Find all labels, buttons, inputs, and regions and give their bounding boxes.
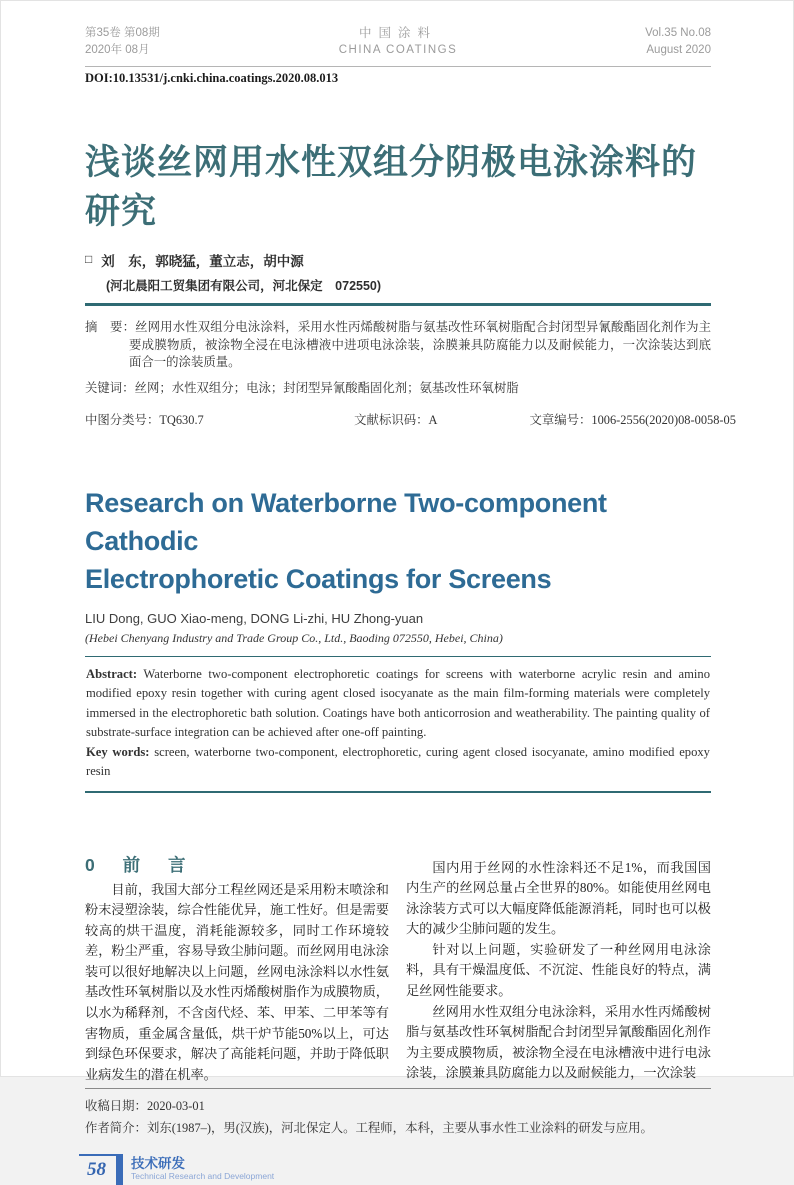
- clc-number: [85, 410, 354, 428]
- header-center: [292, 25, 505, 59]
- volume-issue: 第35卷 第08期: [85, 27, 160, 39]
- body-paragraph: 国内用于丝网的水性涂料还不足1%，而我国国内生产的丝网总量占全世界的80%。如能使用丝网电泳涂装方式可以大幅度降低能源消耗，同时也可以极大的减少尘肺问题的发生。: [406, 859, 711, 937]
- abstract-cn-text: 丝网用水性双组分电泳涂料，采用水性丙烯酸树脂与氨基改性环氧树脂配合封闭型异氰酸酯固化剂作为主要成膜物质，被涂物全浸在电泳槽液中进项电泳涂装，涂膜兼具防腐能力以及耐候能力，一次涂装达到底面合一的涂装质量。: [129, 320, 712, 369]
- abstract-en-text: Waterborne two-component electrophoretic coatings for screens with waterborne acrylic resin and amino modified epoxy resin together with curing agent closed isocyanate as the main film-forming materials were completely immersed in the electrophoretic bath solution. Coatings have both anticorrosion and weatherability. The painting quality of substrate-surface integration can be achieved after one-off painting.: [86, 666, 710, 739]
- keywords-cn: [85, 378, 711, 396]
- abstract-en-label: Abstract:: [86, 666, 138, 681]
- vol-no-en: Vol.35 No.08: [645, 27, 711, 39]
- doc-code-label: 文献标识码：: [354, 412, 429, 427]
- footer-section-en: Technical Research and Development: [131, 1171, 275, 1182]
- authors-en: LIU Dong, GUO Xiao-meng, DONG Li-zhi, HU Zhong-yuan: [85, 610, 424, 626]
- authors-cn-row: [85, 250, 711, 270]
- page-number-wrap: [79, 1154, 116, 1183]
- section-heading-intro: 0 前 言: [85, 854, 191, 875]
- body-column-left: [85, 853, 389, 1086]
- page-footer: [79, 1154, 711, 1185]
- footnote-block: [85, 1088, 711, 1139]
- article-title-en: [85, 484, 711, 598]
- article-title-en-line2: Electrophoretic Coatings for Screens: [85, 563, 552, 594]
- body-paragraph: 目前，我国大部分工程丝网还是采用粉末喷涂和粉末浸塑涂装，综合性能优异，施工性好。但是需要较高的烘干温度，消耗能源较多，同时工作环境较差，粉尘严重，容易导致尘肺问题。而丝网用电泳涂装可以很好地解决以上问题，丝网电泳涂料以水性氨基改性环氧树脂以及水性丙烯酸树脂作为成膜物质，以水为稀释剂，不含卤代烃、苯、甲苯、二甲苯等有害物质，重金属含量低，烘干炉节能50%以上，可达到绿色环保要求，解决了高能耗问题，并助于降低职业病发生的潜在机率。: [85, 881, 389, 1082]
- author-bio-label: 作者简介：: [85, 1121, 147, 1136]
- keywords-cn-text: 丝网；水性双组分；电泳；封闭型异氰酸酯固化剂；氨基改性环氧树脂: [134, 380, 519, 395]
- article-title-en-line1: Research on Waterborne Two-component Cathodic: [85, 487, 607, 556]
- title-divider: [85, 303, 711, 306]
- keywords-en-text: screen, waterborne two-component, electrophoretic, curing agent closed isocyanate, amino modified epoxy resin: [86, 744, 710, 778]
- keywords-cn-label: 关键词：: [85, 380, 135, 395]
- article-id-value: 1006-2556(2020)08-0058-05: [591, 412, 736, 427]
- footer-section-cn: 技术研发: [131, 1156, 185, 1172]
- affiliation-en: (Hebei Chenyang Industry and Trade Group Co., Ltd., Baoding 072550, Hebei, China): [85, 630, 503, 645]
- article-title-cn-line1: 浅谈丝网用水性双组分阴极电泳涂料的: [85, 143, 698, 182]
- date-cn: 2020年 08月: [85, 44, 150, 56]
- abstract-en-block: [85, 656, 711, 793]
- header-divider: [85, 66, 711, 67]
- journal-title-cn: 中国涂料: [358, 26, 437, 40]
- clc-value: TQ630.7: [159, 412, 204, 427]
- header-left: [85, 25, 292, 59]
- footer-section-labels: [131, 1154, 274, 1182]
- received-date: [85, 1095, 711, 1117]
- doc-code-value: A: [428, 412, 438, 427]
- author-bio: [85, 1117, 711, 1139]
- abstract-cn-label: 摘 要：: [85, 320, 136, 334]
- date-en: August 2020: [646, 44, 711, 56]
- doi: DOI:10.13531/j.cnki.china.coatings.2020.08.013: [85, 71, 339, 85]
- body-columns: [85, 853, 711, 1086]
- header-right: [504, 25, 711, 59]
- affiliation-cn: (河北晨阳工贸集团有限公司，河北保定 072550): [106, 279, 382, 293]
- journal-header: [85, 25, 711, 59]
- document-code: [354, 410, 529, 428]
- footer-bar-icon: [116, 1154, 123, 1185]
- body-paragraph: 丝网用水性双组分电泳涂料，采用水性丙烯酸树脂与氨基改性环氧树脂配合封闭型异氰酸酯固化剂作为主要成膜物质，被涂物全浸在电泳槽液中进行电泳涂装，涂膜兼具防腐能力以及耐候能力，一次涂装: [406, 1003, 711, 1081]
- body-column-right: [406, 853, 711, 1086]
- author-bio-value: 刘东(1987–)，男(汉族)，河北保定人。工程师，本科，主要从事水性工业涂料的研发与应用。: [146, 1121, 653, 1136]
- clc-label: 中图分类号：: [85, 412, 160, 427]
- article-id: [529, 410, 736, 428]
- abstract-en: [86, 665, 710, 743]
- page-number: 58: [87, 1159, 106, 1181]
- article-title-cn-line2: 研究: [85, 192, 158, 231]
- journal-title-en: CHINA COATINGS: [338, 44, 458, 56]
- received-date-value: 2020-03-01: [146, 1099, 205, 1114]
- article-meta-row: [85, 410, 736, 428]
- received-date-label: 收稿日期：: [85, 1099, 147, 1114]
- article-id-label: 文章编号：: [529, 412, 592, 427]
- keywords-en: [86, 743, 710, 782]
- abstract-cn: [85, 319, 711, 372]
- keywords-en-label: Key words:: [86, 744, 150, 759]
- article-title-cn: [85, 138, 711, 236]
- authors-cn: 刘 东，郭晓猛，董立志，胡中源: [101, 254, 304, 269]
- body-paragraph: 针对以上问题，实验研发了一种丝网用电泳涂料，具有干燥温度低、不沉淀、性能良好的特点，满足丝网性能要求。: [406, 941, 711, 999]
- author-marker-icon: □: [85, 252, 93, 266]
